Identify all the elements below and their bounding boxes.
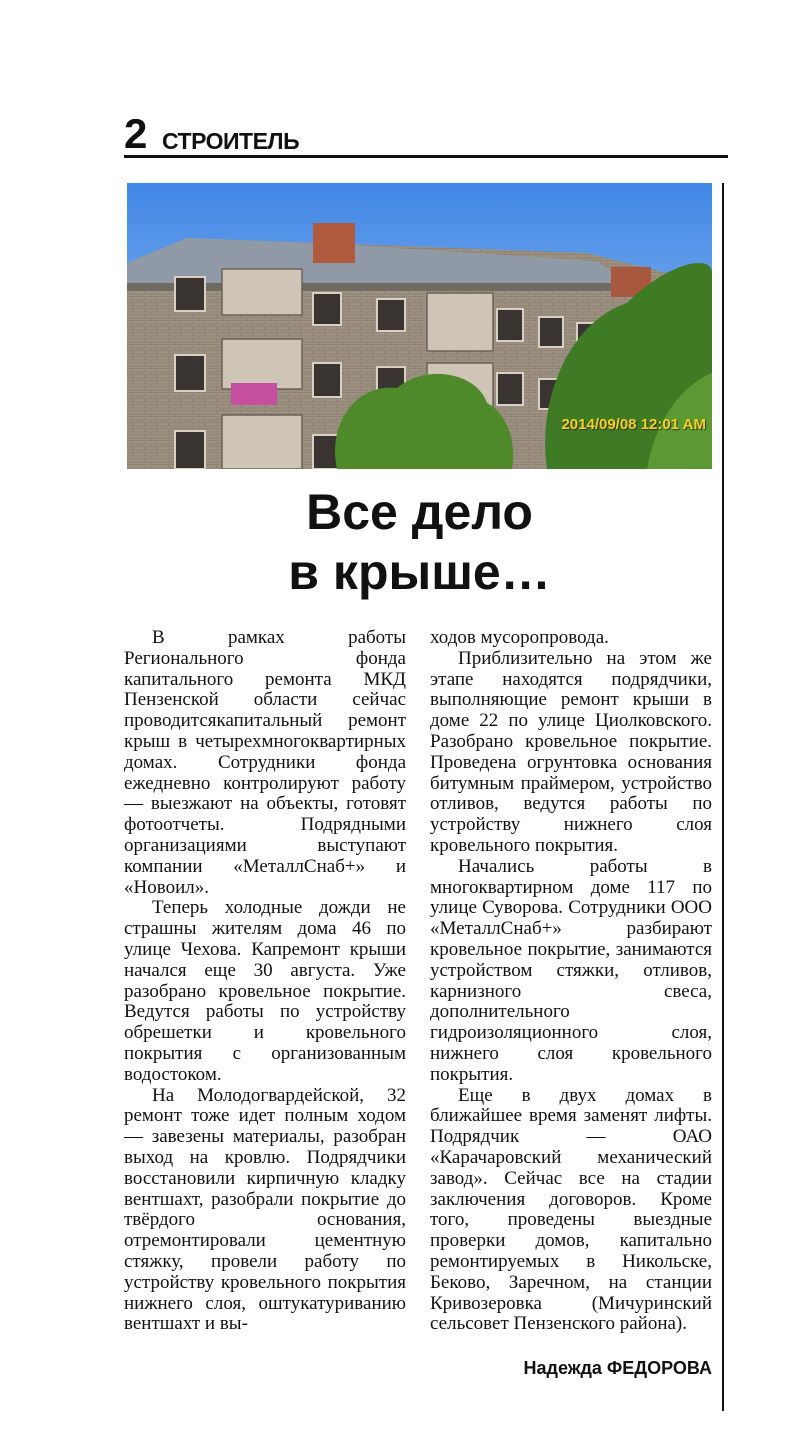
- article-author: Надежда ФЕДОРОВА: [523, 1358, 712, 1378]
- paragraph: Начались работы в многоквартирном доме 117 по улице Суворова. Сотрудники ООО «МеталлСнаб+» разбирают кровельное покрытие, занимаются устройством стяжки, отливов, карнизного свеса, дополнительного гидроизоляционного слоя, нижнего слоя кровельного покрытия.: [430, 855, 712, 1085]
- paragraph: На Молодогвардейской, 32 ремонт тоже идет полным ходом — завезены материалы, разобран выход на кровлю. Подрядчики восстановили кирпичную кладку вентшахт, разобрали покрытие до твёрдого основания, отремонтировали цементную стяжку, провели работу по устройству кровельного покрытия нижнего слоя, оштукатуриванию вентшахт и вы-: [124, 1084, 406, 1335]
- paragraph-continued: ходов мусоропровода.: [430, 627, 609, 648]
- column-rule: [722, 183, 724, 1411]
- article-column-left: [124, 628, 406, 1335]
- article-title: [127, 482, 712, 602]
- article-title-line-1: Все дело: [306, 484, 533, 540]
- paragraph: Еще в двух домах в ближайшее время заменят лифты. Подрядчик — ОАО «Карачаровский механический завод». Сейчас все на стадии заключения договоров. Кроме того, проведены выездные проверки домов, капитально ремонтируемых в Никольске, Беково, Заречном, на станции Кривозеровка (Мичуринский сельсовет Пензенского района).: [430, 1084, 712, 1335]
- article-title-line-2: в крыше…: [288, 544, 551, 600]
- paragraph: В рамках работы Регионального фонда капитального ремонта МКД Пензенской области сейчас проводитсякапитальный ремонт крыш в четырехмногоквартирных домах. Сотрудники фонда ежедневно контролируют работу — выезжают на объекты, готовят фотоотчеты. Подрядными организациями выступают компании «МеталлСнаб+» и «Новоил».: [124, 627, 406, 898]
- paragraph: Приблизительно на этом же этапе находятся подрядчики, выполняющие ремонт крыши в доме 22 по улице Циолковского. Разобрано кровельное покрытие. Проведена огрунтовка основания битумным праймером, устройство отливов, ведутся работы по устройству нижнего слоя кровельного покрытия.: [430, 647, 712, 856]
- page-number: 2: [124, 110, 148, 157]
- photo-timestamp: 2014/09/08 12:01 AM: [561, 416, 706, 433]
- section-title: СТРОИТЕЛЬ: [162, 128, 300, 154]
- article-column-right: [430, 628, 712, 1335]
- page-header: [124, 112, 728, 158]
- paragraph: Теперь холодные дожди не страшны жителям дома 46 по улице Чехова. Капремонт крыши начался еще 30 августа. Уже разобрано кровельное покрытие. Ведутся работы по устройству обрешетки и кровельного покрытия с организованным водостоком.: [124, 897, 406, 1085]
- article-photo: [127, 183, 712, 469]
